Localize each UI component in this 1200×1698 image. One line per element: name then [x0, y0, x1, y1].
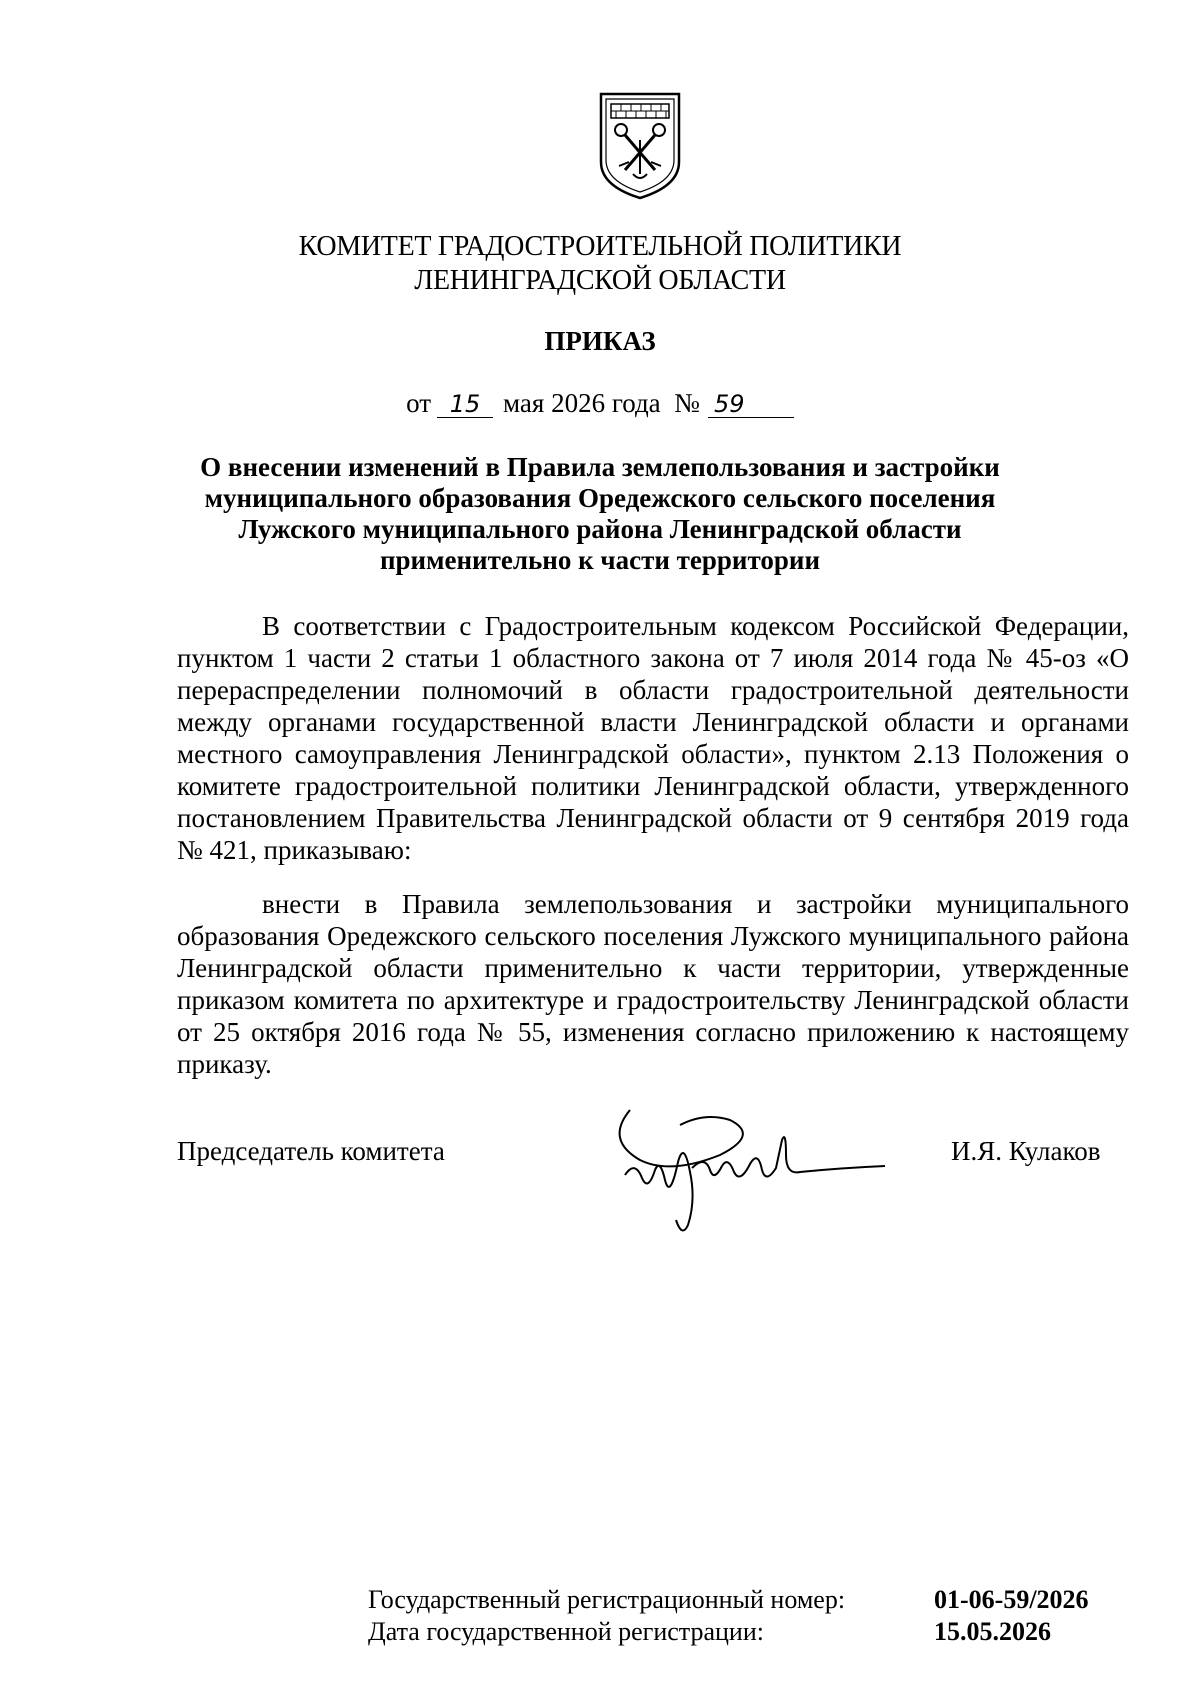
document-type: ПРИКАЗ: [544, 326, 656, 356]
signatory-role: Председатель комитета: [177, 1136, 445, 1166]
handwritten-day: 15: [437, 391, 493, 418]
handwritten-number: 59: [708, 391, 794, 418]
document-title: О внесении изменений в Правила землепользования и застройки муниципального образования Оредежского сельского поселения Лужского муниципального района Ленинградской области применительно к части территории: [200, 452, 1000, 575]
body-paragraph-1: В соответствии с Градостроительным кодексом Российской Федерации, пунктом 1 части 2 статьи 1 областного закона от 7 июля 2014 года № 45-оз «О перераспределении полномочий в области градостроительной деятельности между органами государственной власти Ленинградской области и органами местного самоуправления Ленинградской области», пунктом 2.13 Положения о комитете градостроительной политики Ленинградской области, утвержденного постановлением Правительства Ленинградской области от 9 сентября 2019 года № 421, приказываю:: [177, 611, 1129, 865]
date-and-number-line: [0, 388, 1200, 419]
number-sign: №: [674, 388, 700, 418]
registration-date-value: 15.05.2026: [934, 1617, 1051, 1646]
handwritten-signature: [610, 1100, 890, 1240]
date-prefix: от: [406, 388, 432, 418]
signatory-name: И.Я. Кулаков: [951, 1136, 1101, 1166]
month-year: мая 2026 года: [503, 388, 661, 418]
organization-name-line2: ЛЕНИНГРАДСКОЙ ОБЛАСТИ: [414, 265, 786, 296]
coat-of-arms-icon: [597, 90, 683, 202]
registration-number-value: 01-06-59/2026: [934, 1585, 1089, 1614]
organization-name-line1: КОМИТЕТ ГРАДОСТРОИТЕЛЬНОЙ ПОЛИТИКИ: [298, 231, 902, 262]
registration-date-label: Дата государственной регистрации:: [368, 1617, 764, 1646]
body-paragraph-2: внести в Правила землепользования и застройки муниципального образования Оредежского сельского поселения Лужского муниципального района Ленинградской области применительно к части территории, утвержденные приказом комитета по архитектуре и градостроительству Ленинградской области от 25 октября 2016 года № 55, изменения согласно приложению к настоящему приказу.: [177, 889, 1129, 1079]
registration-number-label: Государственный регистрационный номер:: [368, 1585, 846, 1614]
